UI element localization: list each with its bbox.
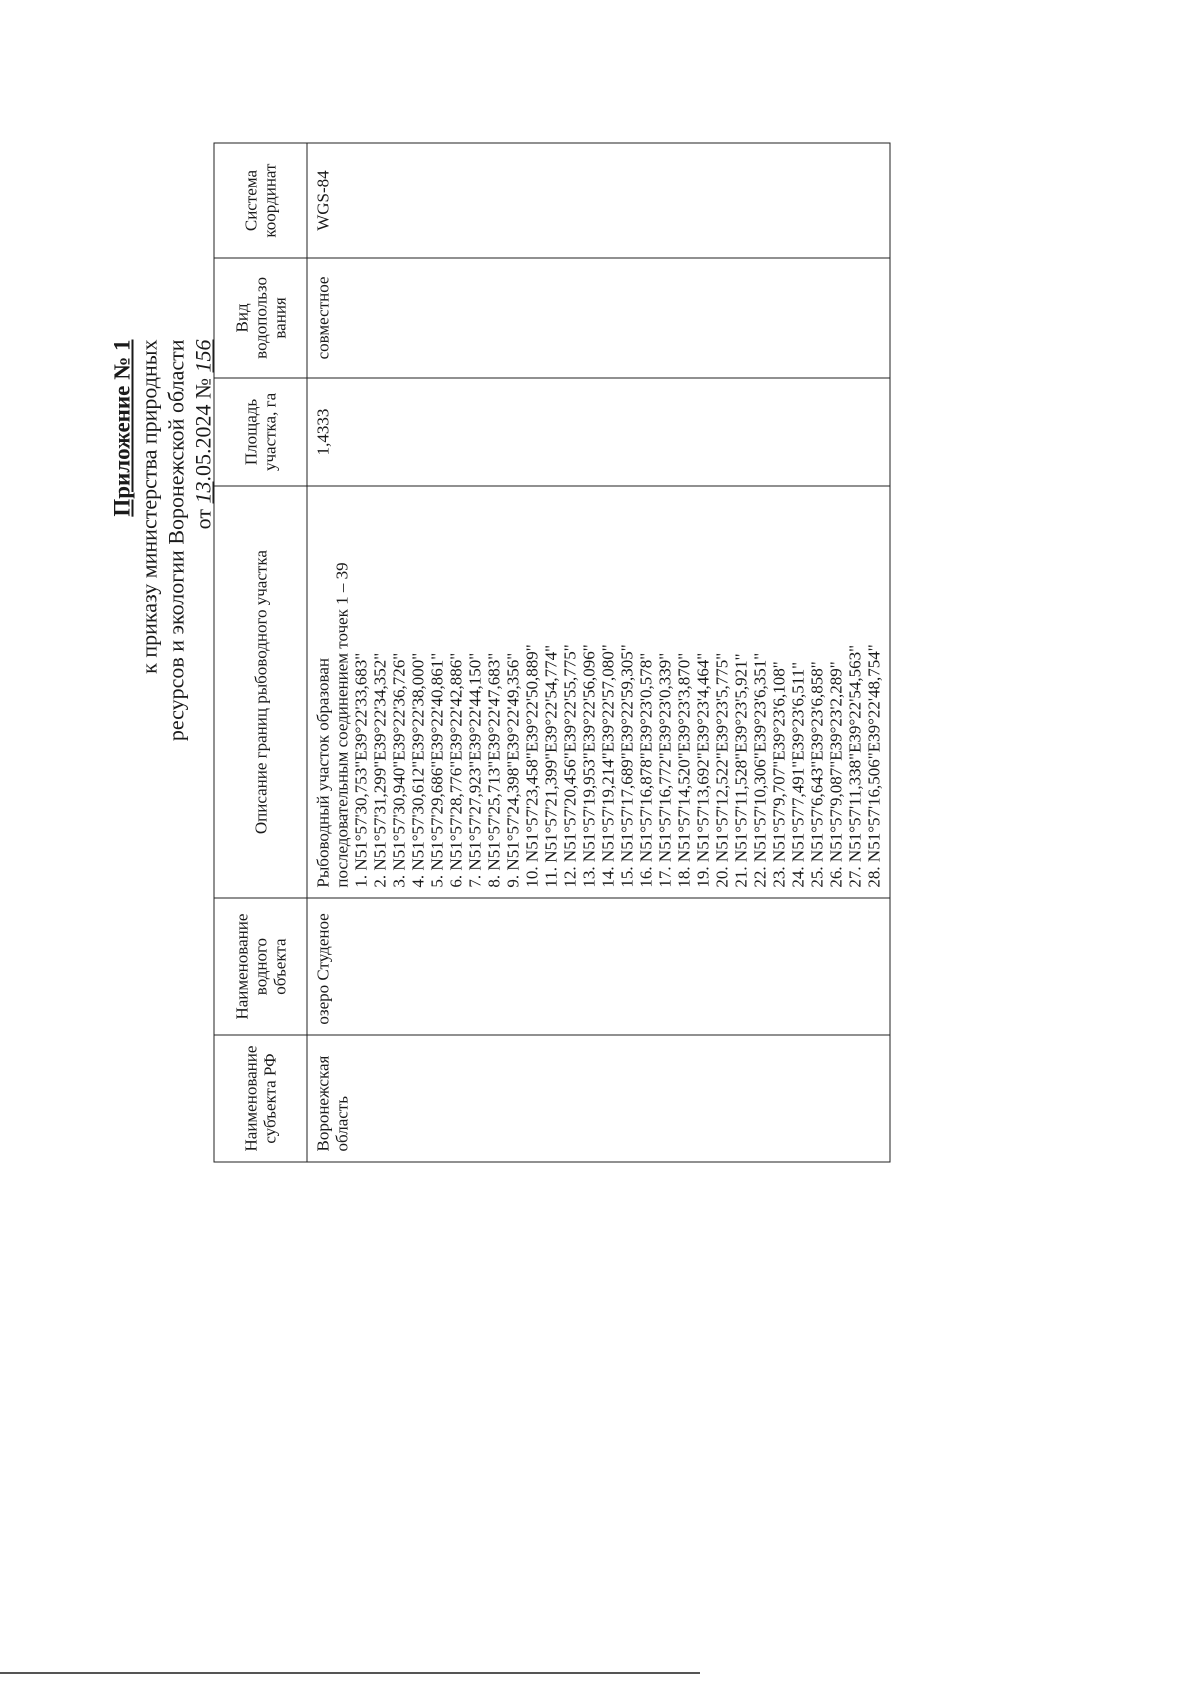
coordinate-point: 21. N51°57'11,528"E39°23'5,921" — [731, 653, 751, 888]
handwritten-order-number: 156 — [190, 339, 216, 373]
coordinate-point: 9. N51°57'24,398"E39°22'49,356" — [503, 652, 523, 888]
coordinate-point: 7. N51°57'27,923"E39°22'44,150" — [465, 652, 485, 888]
cell-description — [307, 486, 890, 898]
coordinate-point: 25. N51°57'6,643"E39°23'6,858" — [807, 661, 827, 888]
coordinate-point: 1. N51°57'30,753"E39°22'33,683" — [351, 652, 371, 888]
header-crs: Система координат — [214, 143, 307, 258]
document-page — [1, 0, 1200, 1685]
coordinate-point: 11. N51°57'21,399"E39°22'54,774" — [541, 644, 561, 888]
appendix-title: Приложение № 1 — [109, 339, 135, 517]
appendix-header — [109, 340, 217, 742]
scan-edge-line — [0, 1672, 700, 1674]
coordinate-point: 26. N51°57'9,087"E39°23'2,289" — [826, 661, 846, 888]
description-line2: последовательным соединением точек 1 – 39 — [332, 562, 352, 888]
cell-region: Воронежская область — [307, 1035, 890, 1162]
handwritten-day: 13 — [190, 481, 216, 504]
header-region: Наименование субъекта РФ — [214, 1035, 307, 1162]
coordinate-point: 28. N51°57'16,506"E39°22'48,754" — [864, 644, 884, 888]
coordinate-point: 10. N51°57'23,458"E39°22'50,889" — [522, 644, 542, 888]
coordinate-point: 6. N51°57'28,776"E39°22'42,886" — [446, 652, 466, 888]
table-row — [307, 143, 890, 1162]
coordinate-point: 23. N51°57'9,707"E39°23'6,108" — [769, 661, 789, 888]
coordinate-point: 2. N51°57'31,299"E39°22'34,352" — [370, 652, 390, 888]
order-date-line — [190, 340, 217, 742]
coordinate-point: 22. N51°57'10,306"E39°23'6,351" — [750, 652, 770, 888]
coordinate-point: 17. N51°57'16,772"E39°23'0,339" — [655, 652, 675, 888]
description-line1: Рыбоводный участок образован — [313, 658, 333, 888]
header-area: Площадь участка, га — [214, 378, 307, 486]
fish-farm-boundary-table — [214, 143, 891, 1163]
coordinate-point: 19. N51°57'13,692"E39°23'4,464" — [693, 652, 713, 888]
order-reference-line2: ресурсов и экологии Воронежской области — [163, 339, 189, 742]
cell-area: 1,4333 — [307, 378, 890, 486]
date-prefix: от — [190, 509, 216, 530]
cell-use-type: совместное — [307, 258, 890, 378]
cell-water-body: озеро Студеное — [307, 898, 890, 1035]
coordinate-points-list — [352, 497, 884, 888]
coordinate-point: 4. N51°57'30,612"E39°22'38,000" — [408, 652, 428, 888]
coordinate-point: 16. N51°57'16,878"E39°23'0,578" — [636, 652, 656, 888]
coordinate-point: 13. N51°57'19,953"E39°22'56,096" — [579, 644, 599, 888]
order-reference-line1: к приказу министерства природных — [136, 339, 162, 674]
header-use-type: Вид водопользо вания — [214, 258, 307, 378]
coordinate-point: 5. N51°57'29,686"E39°22'40,861" — [427, 652, 447, 888]
header-water-body: Наименование водного объекта — [214, 898, 307, 1035]
coordinate-point: 8. N51°57'25,713"E39°22'47,683" — [484, 652, 504, 888]
coordinate-point: 15. N51°57'17,689"E39°22'59,305" — [617, 644, 637, 888]
coordinate-point: 20. N51°57'12,522"E39°23'5,775" — [712, 652, 732, 888]
coordinate-point: 24. N51°57'7,491"E39°23'6,511" — [788, 661, 808, 888]
coordinate-point: 14. N51°57'19,214"E39°22'57,080" — [598, 644, 618, 888]
table-header-row — [214, 143, 307, 1162]
coordinate-point: 12. N51°57'20,456"E39°22'55,775" — [560, 644, 580, 888]
coordinate-point: 3. N51°57'30,940"E39°22'36,726" — [389, 652, 409, 888]
cell-crs: WGS-84 — [307, 143, 890, 258]
coordinate-point: 18. N51°57'14,520"E39°23'3,870" — [674, 652, 694, 888]
date-rest: .05.2024 № — [190, 378, 216, 482]
coordinate-point: 27. N51°57'11,338"E39°22'54,563" — [845, 644, 865, 888]
header-description: Описание границ рыбоводного участка — [214, 486, 307, 898]
